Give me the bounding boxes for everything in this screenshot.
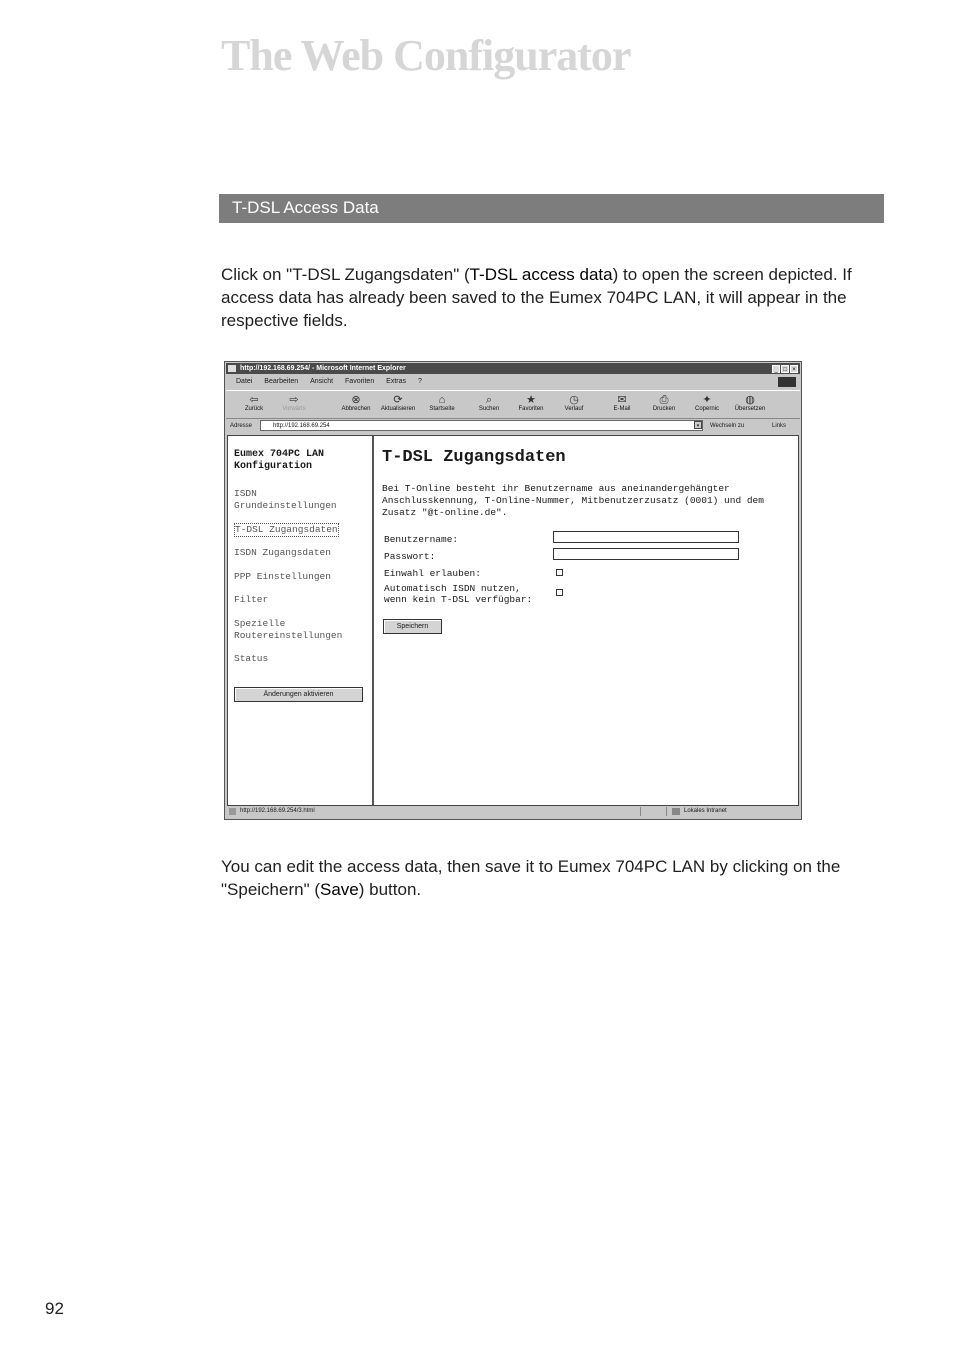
nav-title: Eumex 704PC LAN Konfiguration xyxy=(234,449,325,472)
toolbar-copernic-button[interactable]: ✦ Copernic xyxy=(687,394,727,412)
favorites-icon: ★ xyxy=(526,394,536,406)
toolbar-back-button[interactable]: ⇦ Zurück xyxy=(234,394,274,412)
toolbar-home-button[interactable]: ⌂ Startseite xyxy=(422,394,462,412)
toolbar-forward-button[interactable]: ⇨ Vorwärts xyxy=(274,394,314,412)
windows-logo-icon xyxy=(778,377,796,387)
content-title: T-DSL Zugangsdaten xyxy=(382,448,566,467)
address-dropdown-icon[interactable]: ▾ xyxy=(694,421,702,429)
outro-text-1: You can edit the access data, then save it to Eumex 704PC LAN by clicking on the "Speichern" ( xyxy=(221,857,841,899)
toolbar-search-button[interactable]: ⌕ Suchen xyxy=(469,394,509,412)
ie-icon xyxy=(228,365,236,372)
intranet-icon xyxy=(672,808,680,815)
intro-bold-term: T-DSL access data xyxy=(469,265,613,284)
menu-extras[interactable]: Extras xyxy=(386,378,407,385)
go-button[interactable]: Wechseln zu xyxy=(710,423,745,429)
browser-content xyxy=(227,435,799,806)
intro-paragraph xyxy=(221,263,881,332)
toolbar-mail-button[interactable]: ✉ E-Mail xyxy=(602,394,642,412)
nav-item-isdn-zugangsdaten[interactable]: ISDN Zugangsdaten xyxy=(234,547,331,558)
search-icon: ⌕ xyxy=(485,394,493,406)
menu-help[interactable]: ? xyxy=(417,378,422,385)
address-value: http://192.168.69.254 xyxy=(273,423,330,429)
statusbar xyxy=(226,805,800,818)
stop-icon: ⊗ xyxy=(351,394,361,406)
activate-changes-button[interactable]: Änderungen aktivieren xyxy=(234,687,363,702)
mail-icon: ✉ xyxy=(617,394,627,406)
forward-arrow-icon: ⇨ xyxy=(289,394,299,406)
address-bar xyxy=(226,419,800,433)
browser-titlebar xyxy=(226,363,800,374)
nav-item-ppp-einstellungen[interactable]: PPP Einstellungen xyxy=(234,571,331,582)
toolbar-stop-button[interactable]: ⊗ Abbrechen xyxy=(336,394,376,412)
intro-text-2: ) to open the screen depicted. If access data has already been saved to the Eumex 704PC LAN, it will appear in the respective fields. xyxy=(221,265,852,330)
nav-item-status[interactable]: Status xyxy=(234,653,269,664)
section-title: T-DSL Access Data xyxy=(232,198,379,217)
outro-bold-term: Save xyxy=(320,880,359,899)
dialin-label: Einwahl erlauben: xyxy=(384,568,481,579)
menubar xyxy=(226,375,800,389)
nav-item-spezielle-routereinstellungen[interactable]: Spezielle Routereinstellungen xyxy=(234,618,343,641)
outro-paragraph xyxy=(221,855,881,901)
toolbar-history-button[interactable]: ◷ Verlauf xyxy=(554,394,594,412)
maximize-icon[interactable]: □ xyxy=(781,365,789,373)
minimize-icon[interactable]: _ xyxy=(772,365,780,373)
window-title: http://192.168.69.254/ - Microsoft Internet Explorer xyxy=(240,365,406,372)
menu-bearbeiten[interactable]: Bearbeiten xyxy=(264,378,299,385)
section-title-bar xyxy=(219,194,884,223)
close-icon[interactable]: × xyxy=(790,365,798,373)
menu-favoriten[interactable]: Favoriten xyxy=(345,378,375,385)
toolbar-refresh-button[interactable]: ⟳ Aktualisieren xyxy=(378,394,418,412)
password-input[interactable] xyxy=(553,548,739,560)
toolbar-favorites-button[interactable]: ★ Favoriten xyxy=(511,394,551,412)
copernic-icon: ✦ xyxy=(702,394,712,406)
auto-isdn-label: Automatisch ISDN nutzen, wenn kein T-DSL verfügbar: xyxy=(384,583,533,605)
menu-ansicht[interactable]: Ansicht xyxy=(310,378,334,385)
history-icon: ◷ xyxy=(569,394,579,406)
page-number: 92 xyxy=(45,1299,64,1318)
print-icon: ⎙ xyxy=(659,394,669,406)
home-icon: ⌂ xyxy=(438,394,446,406)
content-frame xyxy=(376,436,798,805)
address-input[interactable] xyxy=(260,420,703,431)
toolbar-print-button[interactable]: ⎙ Drucken xyxy=(644,394,684,412)
translate-icon: ◍ xyxy=(745,394,755,406)
nav-item-isdn-grundeinstellungen[interactable]: ISDN Grundeinstellungen xyxy=(234,488,337,511)
refresh-icon: ⟳ xyxy=(393,394,403,406)
dialin-checkbox[interactable] xyxy=(556,569,563,576)
toolbar-translate-button[interactable]: ◍ Übersetzen xyxy=(730,394,770,412)
address-label: Adresse xyxy=(230,423,253,429)
toolbar xyxy=(226,390,800,419)
auto-isdn-checkbox[interactable] xyxy=(556,589,563,596)
intro-text-1: Click on "T-DSL Zugangsdaten" ( xyxy=(221,265,470,284)
outro-text-2: ) button. xyxy=(358,880,422,899)
back-arrow-icon: ⇦ xyxy=(249,394,259,406)
save-button[interactable]: Speichern xyxy=(383,619,442,634)
menu-datei[interactable]: Datei xyxy=(236,378,253,385)
status-url: http://192.168.69.254/3.html xyxy=(240,808,315,814)
page-icon xyxy=(229,808,236,815)
links-button[interactable]: Links xyxy=(772,423,787,429)
nav-item-tdsl-zugangsdaten[interactable]: T-DSL Zugangsdaten xyxy=(235,524,338,535)
content-description: Bei T-Online besteht ihr Benutzername aus aneinandergehängter Anschlusskennung, T-Online-Nummer, Mitbenutzerzusatz (0001) und dem Zusatz "@t-online.de". xyxy=(382,483,764,518)
username-input[interactable] xyxy=(553,531,739,543)
password-label: Passwort: xyxy=(384,551,436,562)
navigation-frame xyxy=(228,436,374,805)
page-header: The Web Configurator xyxy=(221,31,631,80)
browser-screenshot xyxy=(224,361,802,820)
status-zone: Lokales Intranet xyxy=(684,808,727,814)
nav-item-filter[interactable]: Filter xyxy=(234,594,269,605)
username-label: Benutzername: xyxy=(384,534,459,545)
